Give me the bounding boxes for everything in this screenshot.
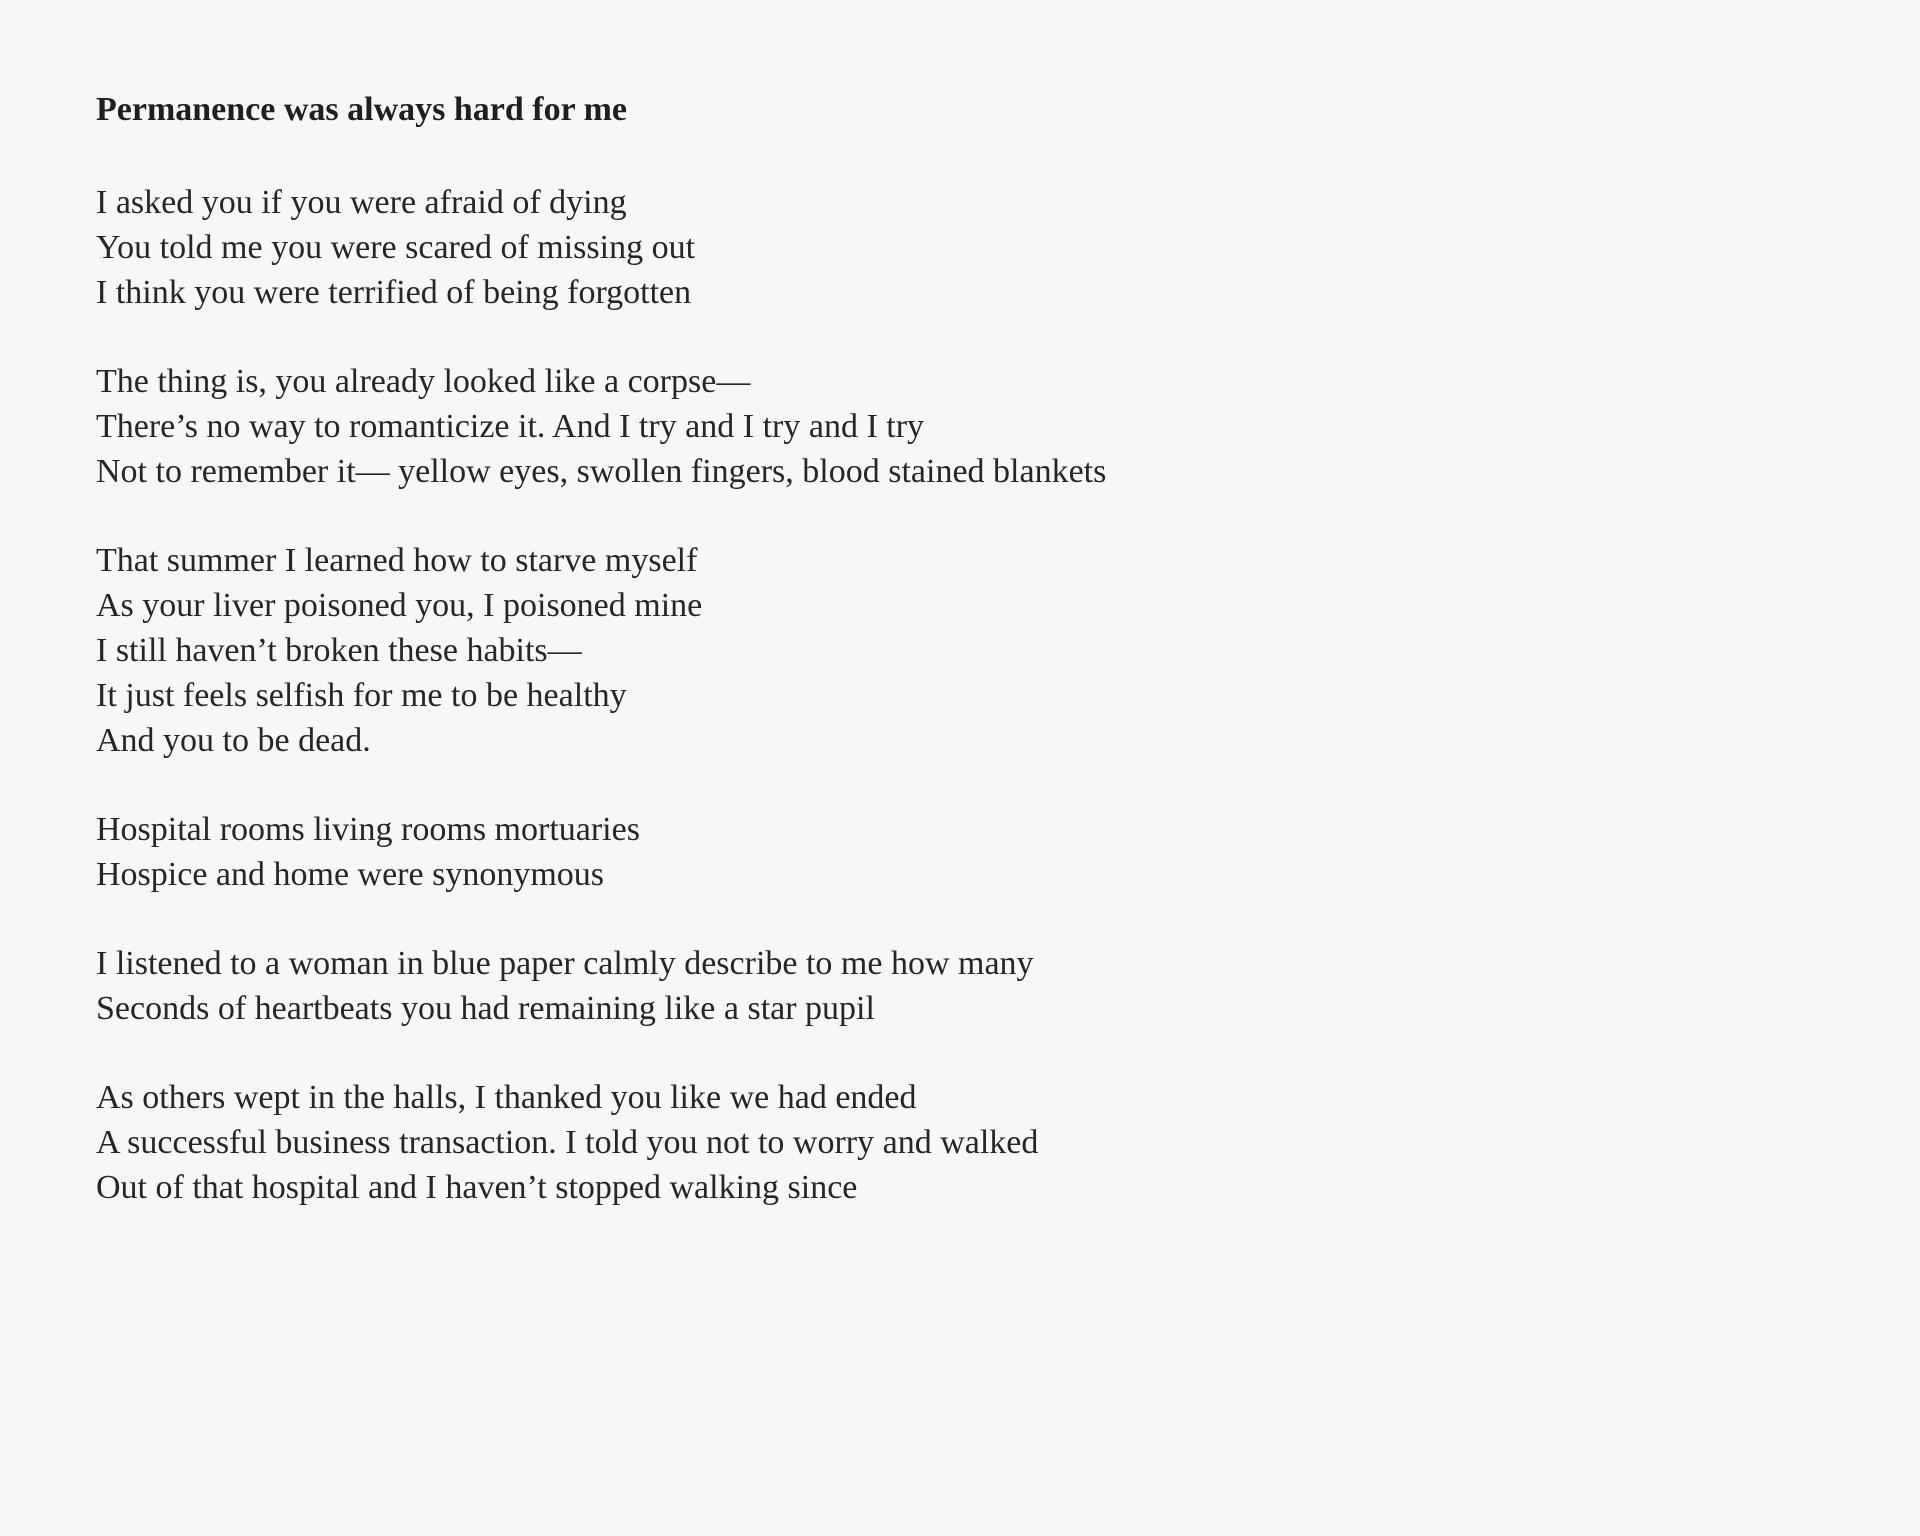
stanza-6	[96, 1075, 1876, 1210]
poem-line: You told me you were scared of missing out	[96, 229, 696, 266]
poem-line: As your liver poisoned you, I poisoned mine	[96, 587, 703, 624]
poem-line: Hospital rooms living rooms mortuaries	[96, 811, 640, 848]
stanza-1	[96, 180, 1876, 315]
poem-line: I listened to a woman in blue paper calmly describe to me how many	[96, 945, 1034, 982]
stanza-3	[96, 538, 1876, 763]
poem-line: As others wept in the halls, I thanked you like we had ended	[96, 1079, 917, 1116]
poem-line: And you to be dead.	[96, 722, 371, 759]
poem-line: Out of that hospital and I haven’t stopped walking since	[96, 1169, 858, 1206]
poem-line: The thing is, you already looked like a corpse—	[96, 363, 751, 400]
poem-line: A successful business transaction. I told you not to worry and walked	[96, 1124, 1039, 1161]
stanza-4	[96, 807, 1876, 897]
poem-line: That summer I learned how to starve myself	[96, 542, 698, 579]
poem-line: Seconds of heartbeats you had remaining like a star pupil	[96, 990, 875, 1027]
poem-line: There’s no way to romanticize it. And I try and I try and I try	[96, 408, 925, 445]
stanza-2	[96, 359, 1876, 494]
poem	[96, 84, 1876, 1210]
poem-line: It just feels selfish for me to be healthy	[96, 677, 627, 714]
stanza-5	[96, 941, 1876, 1031]
poem-line: I think you were terrified of being forgotten	[96, 274, 692, 311]
poem-line: Not to remember it— yellow eyes, swollen fingers, blood stained blankets	[96, 453, 1107, 490]
poem-line: I asked you if you were afraid of dying	[96, 184, 627, 221]
poem-line: Hospice and home were synonymous	[96, 856, 605, 893]
poem-title: Permanence was always hard for me	[96, 91, 628, 128]
poem-line: I still haven’t broken these habits—	[96, 632, 582, 669]
